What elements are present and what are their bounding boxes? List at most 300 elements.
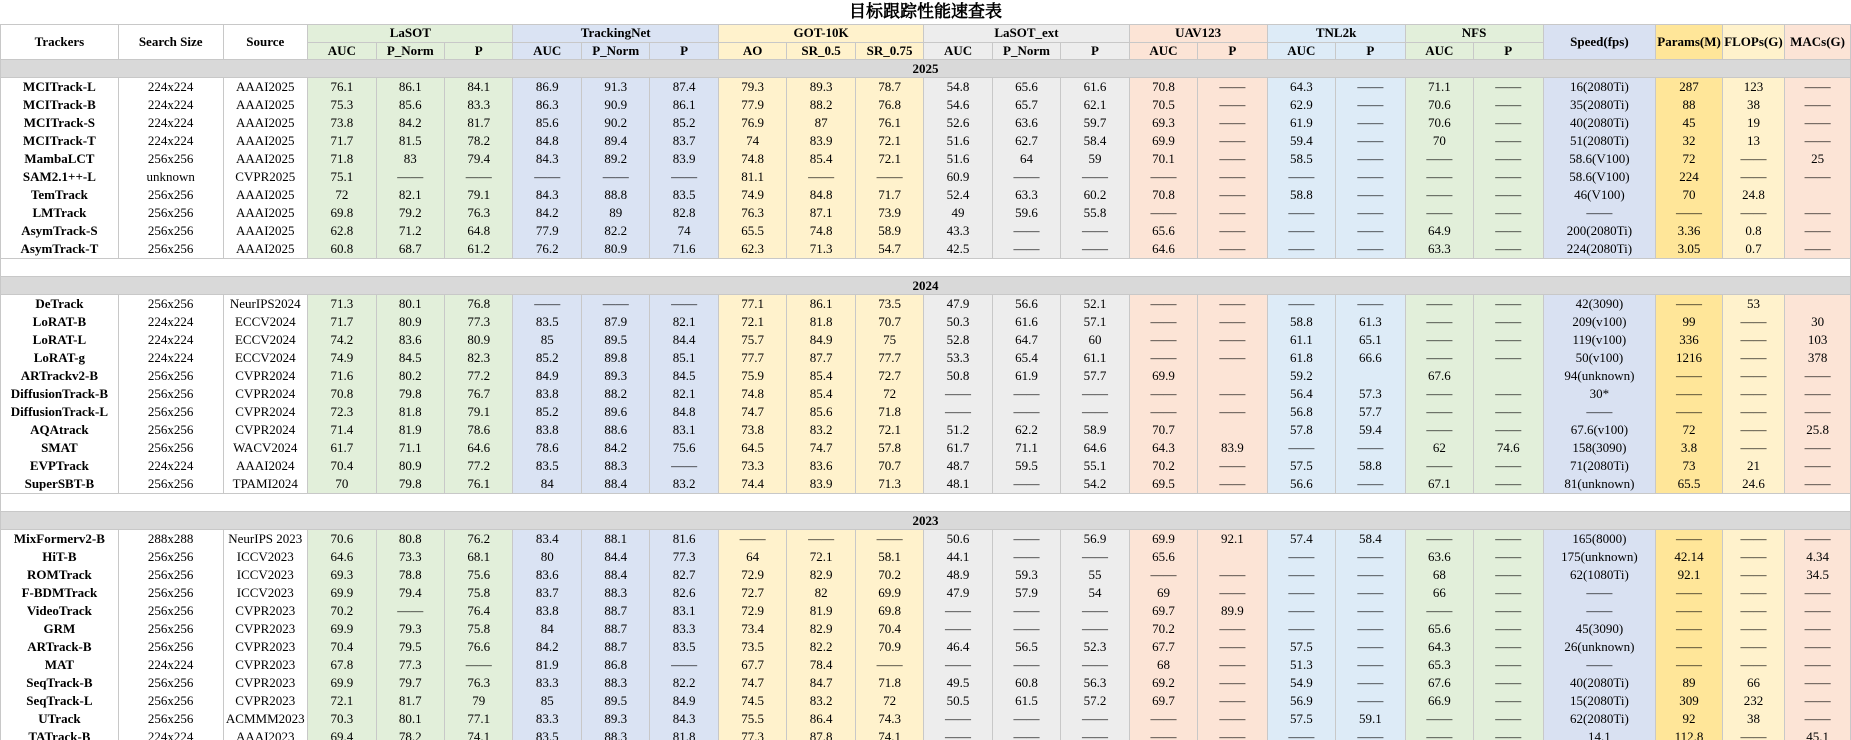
cell-lasot-p-norm: 84.2 (376, 114, 444, 132)
cell-lasot-ext-p-norm: 61.9 (992, 367, 1060, 385)
cell-lasot-auc: 70.3 (308, 710, 376, 728)
cell-trackingnet-p-norm: 89.3 (581, 367, 649, 385)
cell-uav123-auc: —— (1129, 313, 1197, 331)
cell-tracker: ARTrackv2-B (1, 367, 119, 385)
table-row (1, 620, 1851, 638)
cell-speed: 175(unknown) (1543, 548, 1656, 566)
cell-tnl2k-auc: —— (1267, 439, 1335, 457)
cell-tracker: AQAtrack (1, 421, 119, 439)
cell-lasot-p-norm: 85.6 (376, 96, 444, 114)
cell-lasot-p: 76.8 (445, 295, 513, 314)
cell-got10k-sr075: 72.1 (855, 150, 923, 168)
cell-macs: —— (1785, 78, 1851, 97)
cell-lasot-ext-p: —— (1061, 240, 1129, 259)
cell-tracker: DiffusionTrack-B (1, 385, 119, 403)
cell-lasot-p: 77.2 (445, 457, 513, 475)
cell-got10k-sr075: —— (855, 656, 923, 674)
cell-macs: —— (1785, 638, 1851, 656)
cell-trackingnet-auc: —— (513, 295, 581, 314)
cell-trackingnet-auc: 84.3 (513, 150, 581, 168)
cell-lasot-ext-p: 52.1 (1061, 295, 1129, 314)
cell-lasot-ext-p-norm: 59.3 (992, 566, 1060, 584)
cell-lasot-ext-p: 57.1 (1061, 313, 1129, 331)
cell-trackingnet-p-norm: 89.3 (581, 710, 649, 728)
cell-got10k-sr05: 82 (787, 584, 855, 602)
cell-got10k-sr05: 78.4 (787, 656, 855, 674)
cell-trackingnet-auc: 81.9 (513, 656, 581, 674)
cell-uav123-p: —— (1198, 656, 1267, 674)
cell-nfs-p: —— (1474, 222, 1543, 240)
cell-lasot-ext-auc: 51.6 (924, 150, 992, 168)
cell-got10k-ao: 73.3 (718, 457, 786, 475)
cell-flops: 38 (1722, 96, 1784, 114)
cell-source: AAAI2025 (223, 240, 308, 259)
cell-search-size: 224x224 (118, 457, 223, 475)
cell-source: ICCV2023 (223, 584, 308, 602)
cell-params: 287 (1656, 78, 1722, 97)
cell-lasot-auc: 69.3 (308, 566, 376, 584)
cell-nfs-p (1474, 367, 1543, 385)
year-label: 2023 (1, 512, 1851, 530)
cell-lasot-p: 77.1 (445, 710, 513, 728)
cell-got10k-ao: 65.5 (718, 222, 786, 240)
cell-nfs-p: —— (1474, 457, 1543, 475)
cell-lasot-auc: 69.9 (308, 620, 376, 638)
cell-params: —— (1656, 204, 1722, 222)
table-row (1, 638, 1851, 656)
cell-macs: 25 (1785, 150, 1851, 168)
cell-trackingnet-p: 83.7 (650, 132, 718, 150)
table-row (1, 349, 1851, 367)
cell-nfs-p: 74.6 (1474, 439, 1543, 457)
cell-nfs-p: —— (1474, 403, 1543, 421)
cell-trackingnet-p-norm: 88.7 (581, 638, 649, 656)
cell-params: 42.14 (1656, 548, 1722, 566)
cell-search-size: 256x256 (118, 548, 223, 566)
cell-macs: —— (1785, 168, 1851, 186)
cell-nfs-p: —— (1474, 421, 1543, 439)
cell-trackingnet-auc: 77.9 (513, 222, 581, 240)
cell-lasot-ext-auc: 52.8 (924, 331, 992, 349)
cell-got10k-ao: 73.5 (718, 638, 786, 656)
cell-macs: —— (1785, 385, 1851, 403)
cell-speed: —— (1543, 403, 1656, 421)
cell-trackingnet-auc: 83.5 (513, 457, 581, 475)
cell-trackingnet-auc: 78.6 (513, 439, 581, 457)
cell-tnl2k-p: —— (1336, 114, 1405, 132)
header-search-size: Search Size (118, 25, 223, 60)
cell-tracker: AsymTrack-T (1, 240, 119, 259)
cell-trackingnet-p-norm: 89 (581, 204, 649, 222)
cell-speed: 71(2080Ti) (1543, 457, 1656, 475)
cell-tnl2k-p: —— (1336, 584, 1405, 602)
cell-lasot-ext-p-norm: 63.6 (992, 114, 1060, 132)
cell-source: CVPR2023 (223, 620, 308, 638)
cell-search-size: 224x224 (118, 349, 223, 367)
cell-lasot-p-norm: 79.8 (376, 475, 444, 494)
cell-nfs-auc: 68 (1405, 566, 1473, 584)
cell-uav123-auc: —— (1129, 385, 1197, 403)
cell-uav123-auc: 70.8 (1129, 186, 1197, 204)
cell-lasot-auc: 74.9 (308, 349, 376, 367)
cell-flops: 66 (1722, 674, 1784, 692)
cell-params: 72 (1656, 421, 1722, 439)
cell-flops: —— (1722, 367, 1784, 385)
cell-tnl2k-auc: 58.8 (1267, 313, 1335, 331)
cell-search-size: 256x256 (118, 385, 223, 403)
cell-macs: —— (1785, 403, 1851, 421)
cell-got10k-ao: 74 (718, 132, 786, 150)
cell-lasot-auc: 71.6 (308, 367, 376, 385)
cell-tnl2k-auc: —— (1267, 168, 1335, 186)
cell-got10k-ao: 62.3 (718, 240, 786, 259)
cell-macs: —— (1785, 457, 1851, 475)
cell-lasot-auc: 70.8 (308, 385, 376, 403)
cell-tnl2k-p: 59.4 (1336, 421, 1405, 439)
cell-flops: —— (1722, 638, 1784, 656)
cell-lasot-ext-auc: 54.6 (924, 96, 992, 114)
subheader-uav123-p: P (1198, 42, 1267, 60)
cell-nfs-p: —— (1474, 240, 1543, 259)
cell-nfs-p: —— (1474, 204, 1543, 222)
subheader-trackingnet-auc: AUC (513, 42, 581, 60)
cell-params: 45 (1656, 114, 1722, 132)
cell-got10k-ao: 76.9 (718, 114, 786, 132)
cell-got10k-sr05: 71.3 (787, 240, 855, 259)
cell-uav123-p: —— (1198, 168, 1267, 186)
cell-uav123-p: —— (1198, 692, 1267, 710)
cell-lasot-auc: 69.9 (308, 674, 376, 692)
cell-lasot-ext-p: 64.6 (1061, 439, 1129, 457)
cell-trackingnet-p-norm: 89.5 (581, 331, 649, 349)
cell-got10k-sr05: 84.7 (787, 674, 855, 692)
cell-got10k-sr075: 73.9 (855, 204, 923, 222)
cell-trackingnet-p-norm: 88.7 (581, 602, 649, 620)
cell-tnl2k-auc: 56.8 (1267, 403, 1335, 421)
cell-trackingnet-p: 83.3 (650, 620, 718, 638)
cell-trackingnet-p-norm: 90.9 (581, 96, 649, 114)
cell-got10k-sr05: 82.9 (787, 620, 855, 638)
cell-lasot-ext-p: —— (1061, 168, 1129, 186)
section-spacer (1, 494, 1851, 512)
cell-tnl2k-auc: —— (1267, 222, 1335, 240)
cell-tracker: MixFormerv2-B (1, 530, 119, 549)
cell-params: —— (1656, 638, 1722, 656)
cell-got10k-sr075: 69.8 (855, 602, 923, 620)
cell-got10k-ao: 72.7 (718, 584, 786, 602)
cell-nfs-auc: —— (1405, 403, 1473, 421)
cell-tracker: HiT-B (1, 548, 119, 566)
cell-lasot-ext-p-norm: 59.5 (992, 457, 1060, 475)
cell-lasot-p-norm: 80.9 (376, 313, 444, 331)
cell-lasot-ext-p: 60 (1061, 331, 1129, 349)
cell-got10k-sr075: 77.7 (855, 349, 923, 367)
cell-tracker: TATrack-B (1, 728, 119, 740)
cell-tnl2k-auc: —— (1267, 295, 1335, 314)
cell-lasot-ext-auc: —— (924, 385, 992, 403)
cell-lasot-auc: 69.4 (308, 728, 376, 740)
cell-trackingnet-auc: 83.8 (513, 602, 581, 620)
cell-lasot-ext-auc: 50.3 (924, 313, 992, 331)
cell-uav123-p: 89.9 (1198, 602, 1267, 620)
cell-got10k-sr05: 84.9 (787, 331, 855, 349)
cell-nfs-p: —— (1474, 530, 1543, 549)
cell-params: 1216 (1656, 349, 1722, 367)
subheader-trackingnet-p: P (650, 42, 718, 60)
cell-tnl2k-p: —— (1336, 150, 1405, 168)
cell-trackingnet-p-norm: 88.3 (581, 584, 649, 602)
cell-lasot-auc: 69.8 (308, 204, 376, 222)
cell-nfs-p: —— (1474, 150, 1543, 168)
header-source: Source (223, 25, 308, 60)
cell-nfs-auc: —— (1405, 204, 1473, 222)
cell-lasot-auc: 70 (308, 475, 376, 494)
cell-trackingnet-p: 75.6 (650, 439, 718, 457)
cell-speed: 94(unknown) (1543, 367, 1656, 385)
cell-search-size: 256x256 (118, 710, 223, 728)
cell-tracker: MambaLCT (1, 150, 119, 168)
cell-tnl2k-p: 66.6 (1336, 349, 1405, 367)
cell-lasot-ext-p-norm: 61.5 (992, 692, 1060, 710)
cell-lasot-p-norm: 80.2 (376, 367, 444, 385)
cell-lasot-ext-auc: 50.8 (924, 367, 992, 385)
table-row (1, 78, 1851, 97)
cell-got10k-ao: 77.7 (718, 349, 786, 367)
cell-uav123-p: —— (1198, 457, 1267, 475)
cell-trackingnet-auc: 84 (513, 620, 581, 638)
cell-speed: 62(2080Ti) (1543, 710, 1656, 728)
cell-lasot-p: 77.2 (445, 367, 513, 385)
cell-lasot-ext-auc: 47.9 (924, 295, 992, 314)
cell-search-size: 224x224 (118, 313, 223, 331)
cell-lasot-ext-p-norm: —— (992, 403, 1060, 421)
cell-trackingnet-auc: 83.4 (513, 530, 581, 549)
cell-lasot-ext-p: 59 (1061, 150, 1129, 168)
cell-lasot-ext-p-norm: 71.1 (992, 439, 1060, 457)
cell-speed: 81(unknown) (1543, 475, 1656, 494)
cell-trackingnet-p: 82.8 (650, 204, 718, 222)
cell-search-size: 256x256 (118, 240, 223, 259)
cell-got10k-ao: 74.5 (718, 692, 786, 710)
cell-got10k-sr05: 85.6 (787, 403, 855, 421)
cell-nfs-p: —— (1474, 78, 1543, 97)
cell-lasot-p: 76.7 (445, 385, 513, 403)
header-group-uav123: UAV123 (1129, 25, 1267, 43)
cell-lasot-ext-p-norm: 65.7 (992, 96, 1060, 114)
cell-tnl2k-auc: 61.9 (1267, 114, 1335, 132)
cell-trackingnet-auc: 85.2 (513, 403, 581, 421)
cell-lasot-ext-p-norm: 60.8 (992, 674, 1060, 692)
cell-lasot-p: —— (445, 168, 513, 186)
cell-lasot-p: 68.1 (445, 548, 513, 566)
cell-nfs-auc: 65.6 (1405, 620, 1473, 638)
cell-nfs-p: —— (1474, 349, 1543, 367)
cell-nfs-p: —— (1474, 638, 1543, 656)
cell-uav123-auc: —— (1129, 168, 1197, 186)
cell-lasot-auc: 69.9 (308, 584, 376, 602)
table-row (1, 186, 1851, 204)
table-row (1, 548, 1851, 566)
cell-uav123-p: —— (1198, 674, 1267, 692)
cell-trackingnet-auc: 84.2 (513, 204, 581, 222)
header-group-lasot: LaSOT (308, 25, 513, 43)
cell-lasot-ext-p: 58.4 (1061, 132, 1129, 150)
cell-nfs-auc: —— (1405, 168, 1473, 186)
cell-tnl2k-auc: —— (1267, 602, 1335, 620)
cell-tnl2k-p: 57.7 (1336, 403, 1405, 421)
cell-tnl2k-auc: 64.3 (1267, 78, 1335, 97)
cell-uav123-p: —— (1198, 331, 1267, 349)
cell-lasot-ext-p: —— (1061, 728, 1129, 740)
cell-tnl2k-auc: 59.4 (1267, 132, 1335, 150)
cell-nfs-auc: 67.6 (1405, 674, 1473, 692)
cell-lasot-p-norm: 81.5 (376, 132, 444, 150)
cell-flops: —— (1722, 584, 1784, 602)
cell-nfs-p: —— (1474, 295, 1543, 314)
cell-nfs-auc: 66.9 (1405, 692, 1473, 710)
cell-source: AAAI2025 (223, 96, 308, 114)
cell-macs: —— (1785, 114, 1851, 132)
spacer-cell (1, 494, 1851, 512)
cell-tracker: DeTrack (1, 295, 119, 314)
cell-nfs-p: —— (1474, 656, 1543, 674)
table-row (1, 222, 1851, 240)
cell-trackingnet-p: 83.5 (650, 638, 718, 656)
cell-got10k-sr075: 73.5 (855, 295, 923, 314)
cell-lasot-auc: 61.7 (308, 439, 376, 457)
subheader-got10k-ao: AO (718, 42, 786, 60)
cell-lasot-ext-auc: 51.2 (924, 421, 992, 439)
cell-uav123-auc: —— (1129, 331, 1197, 349)
cell-lasot-ext-p: 59.7 (1061, 114, 1129, 132)
cell-lasot-auc: 71.3 (308, 295, 376, 314)
cell-params: 72 (1656, 150, 1722, 168)
cell-uav123-auc: 70.2 (1129, 457, 1197, 475)
cell-uav123-auc: 70.5 (1129, 96, 1197, 114)
cell-lasot-ext-p: —— (1061, 620, 1129, 638)
cell-got10k-sr075: 71.8 (855, 674, 923, 692)
cell-uav123-auc: —— (1129, 204, 1197, 222)
cell-uav123-p: —— (1198, 150, 1267, 168)
cell-trackingnet-p-norm: 88.4 (581, 475, 649, 494)
cell-lasot-ext-p: 54.2 (1061, 475, 1129, 494)
cell-nfs-p: —— (1474, 674, 1543, 692)
cell-got10k-sr075: 69.9 (855, 584, 923, 602)
cell-source: CVPR2024 (223, 367, 308, 385)
cell-lasot-ext-auc: 48.7 (924, 457, 992, 475)
cell-lasot-p: 76.3 (445, 674, 513, 692)
cell-source: ECCV2024 (223, 349, 308, 367)
cell-params: 3.8 (1656, 439, 1722, 457)
cell-tracker: MAT (1, 656, 119, 674)
cell-nfs-auc: —— (1405, 331, 1473, 349)
cell-trackingnet-p-norm: 86.8 (581, 656, 649, 674)
table-row (1, 728, 1851, 740)
cell-uav123-p: —— (1198, 313, 1267, 331)
cell-lasot-p-norm: 78.2 (376, 728, 444, 740)
cell-uav123-p: —— (1198, 349, 1267, 367)
cell-got10k-sr05: 83.2 (787, 692, 855, 710)
cell-lasot-p: 84.1 (445, 78, 513, 97)
cell-got10k-sr05: 83.9 (787, 475, 855, 494)
cell-params: 73 (1656, 457, 1722, 475)
subheader-nfs-p: P (1474, 42, 1543, 60)
cell-lasot-p-norm: 80.1 (376, 710, 444, 728)
cell-lasot-auc: 71.4 (308, 421, 376, 439)
cell-lasot-ext-p-norm: —— (992, 710, 1060, 728)
cell-got10k-sr05: 86.1 (787, 295, 855, 314)
cell-lasot-p: 79.4 (445, 150, 513, 168)
cell-params: 224 (1656, 168, 1722, 186)
year-row (1, 60, 1851, 78)
table-row (1, 403, 1851, 421)
cell-got10k-ao: 73.4 (718, 620, 786, 638)
cell-uav123-auc: 69.9 (1129, 367, 1197, 385)
cell-lasot-p: 82.3 (445, 349, 513, 367)
cell-trackingnet-p-norm: 87.9 (581, 313, 649, 331)
cell-got10k-sr075: —— (855, 168, 923, 186)
cell-lasot-p: 75.8 (445, 584, 513, 602)
cell-speed: 67.6(v100) (1543, 421, 1656, 439)
cell-trackingnet-p: 84.3 (650, 710, 718, 728)
cell-search-size: 256x256 (118, 602, 223, 620)
cell-got10k-sr075: 78.7 (855, 78, 923, 97)
cell-lasot-auc: 70.2 (308, 602, 376, 620)
cell-flops: —— (1722, 656, 1784, 674)
cell-trackingnet-p-norm: 88.6 (581, 421, 649, 439)
cell-lasot-ext-p-norm: 65.4 (992, 349, 1060, 367)
cell-speed: 35(2080Ti) (1543, 96, 1656, 114)
subheader-trackingnet-p-norm: P_Norm (581, 42, 649, 60)
cell-macs: —— (1785, 222, 1851, 240)
cell-macs: 30 (1785, 313, 1851, 331)
cell-lasot-p-norm: 83.6 (376, 331, 444, 349)
cell-source: AAAI2025 (223, 78, 308, 97)
cell-trackingnet-auc: 76.2 (513, 240, 581, 259)
cell-speed: 30* (1543, 385, 1656, 403)
cell-speed: 224(2080Ti) (1543, 240, 1656, 259)
cell-got10k-sr075: 54.7 (855, 240, 923, 259)
cell-uav123-auc: —— (1129, 566, 1197, 584)
cell-got10k-ao: 72.1 (718, 313, 786, 331)
table-row (1, 367, 1851, 385)
cell-tracker: DiffusionTrack-L (1, 403, 119, 421)
cell-tnl2k-p: —— (1336, 240, 1405, 259)
table-row (1, 150, 1851, 168)
cell-got10k-sr075: 58.1 (855, 548, 923, 566)
cell-macs: —— (1785, 656, 1851, 674)
cell-lasot-p-norm: 73.3 (376, 548, 444, 566)
cell-got10k-sr05: 74.7 (787, 439, 855, 457)
cell-uav123-auc: 64.6 (1129, 240, 1197, 259)
cell-trackingnet-p: 84.9 (650, 692, 718, 710)
cell-tnl2k-auc: 57.4 (1267, 530, 1335, 549)
cell-tnl2k-p: —— (1336, 295, 1405, 314)
cell-lasot-p-norm: 79.5 (376, 638, 444, 656)
cell-tnl2k-p: —— (1336, 674, 1405, 692)
cell-search-size: 256x256 (118, 367, 223, 385)
cell-lasot-ext-auc: 52.4 (924, 186, 992, 204)
cell-uav123-p: —— (1198, 638, 1267, 656)
cell-lasot-ext-p-norm: —— (992, 602, 1060, 620)
cell-uav123-auc: 69 (1129, 584, 1197, 602)
subheader-lasot-p-norm: P_Norm (376, 42, 444, 60)
cell-search-size: 256x256 (118, 475, 223, 494)
cell-nfs-auc: —— (1405, 728, 1473, 740)
cell-tracker: SeqTrack-B (1, 674, 119, 692)
cell-source: TPAMI2024 (223, 475, 308, 494)
cell-lasot-ext-auc: 53.3 (924, 349, 992, 367)
